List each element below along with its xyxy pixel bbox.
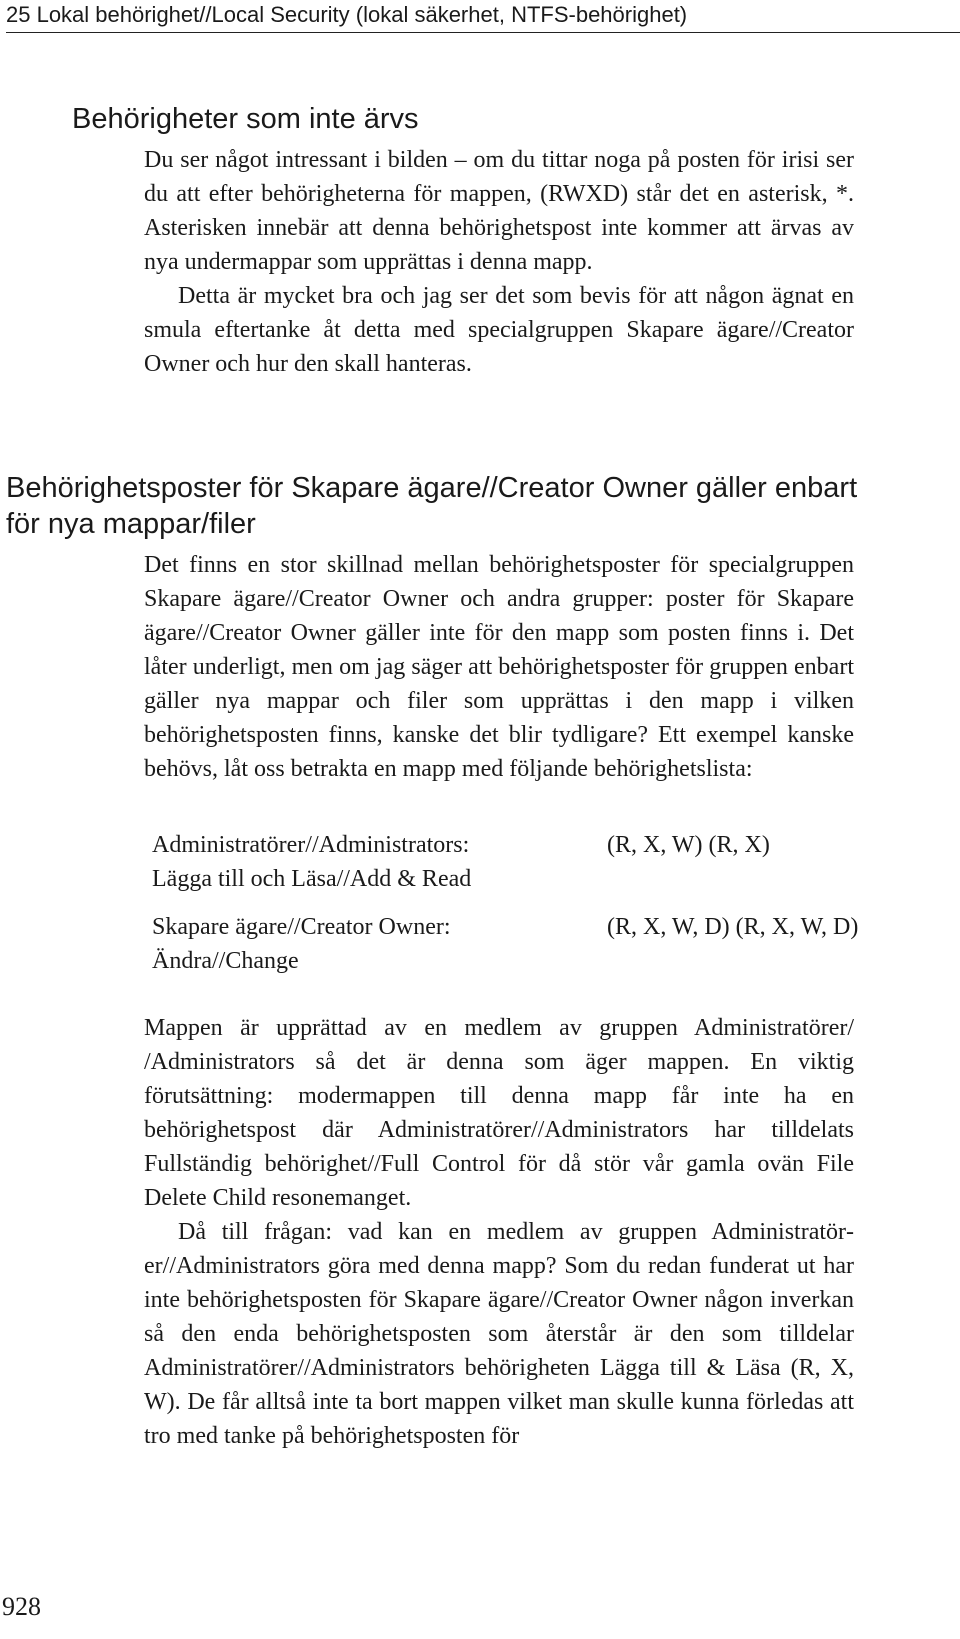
permission-level: Ändra//Change: [152, 948, 299, 974]
paragraph: Du ser något intressant i bilden – om du tittar noga på posten för irisi ser du att efter behörigheterna för mappen, (RWXD) står det en asterisk, *. Asterisken innebär att denna behörighetspost inte kommer att ärvas av nya undermappar som upprättas i denna mapp.: [144, 147, 854, 275]
page-number: 928: [2, 1592, 41, 1621]
paragraph: Då till frågan: vad kan en medlem av gruppen Administratörer//Administrators göra med denna mapp? Som du redan funderat ut har inte behörighetsposten för Skapare ägare//Creator Owner någon inverkan så den enda behörighetsposten som återstår är den som tilldelar Administratörer//Administrators behörigheten Lägga till & Läsa (R, X, W). De får alltså inte ta bort mappen vilket man skulle kunna förledas att tro med tanke på behörighetsposten för: [144, 1219, 854, 1449]
permission-rights: (R, X, W) (R, X): [607, 832, 770, 858]
running-head: 25 Lokal behörighet//Local Security (lokal säkerhet, NTFS-behörighet): [6, 2, 960, 33]
paragraph: Detta är mycket bra och jag ser det som bevis för att någon ägnat en smula eftertanke åt detta med specialgruppen Skapare ägare//Creator Owner och hur den skall hanteras.: [144, 283, 854, 377]
permission-group: Skapare ägare//Creator Owner:: [152, 914, 451, 940]
section2-intro: [144, 548, 854, 786]
permission-entry: [152, 910, 912, 980]
section2-body: [144, 1011, 854, 1453]
permission-group-cell: [152, 910, 582, 978]
section-heading-not-inherited: Behörigheter som inte ärvs: [72, 103, 419, 135]
paragraph: Mappen är upprättad av en medlem av gruppen Administratörer/ /Administrators så det är denna som äger mappen. En viktig förutsättning: modermappen till denna mapp får inte ha en behörighetspost där Administratörer//Administrators har tilldelats Fullständig behörighet//Full Control för då stör vår gamla ovän File Delete Child resonemanget.: [144, 1015, 854, 1211]
paragraph: Det finns en stor skillnad mellan behörighetsposter för specialgruppen Skapare ägare//Creator Owner och andra grupper: poster för Skapare ägare//Creator Owner gäller inte för den mapp som posten finns i. Det låter underligt, men om jag säger att behörighetsposter för gruppen enbart gäller nya mappar och filer som upprättas i den mapp i vilken behörighetsposten finns, kanske det blir tydligare? Ett exempel kanske behövs, låt oss betrakta en mapp med följande behörighetslista:: [144, 552, 854, 782]
permission-group: Administratörer//Administrators:: [152, 832, 470, 858]
permission-group-cell: [152, 828, 582, 896]
permission-level: Lägga till och Läsa//Add & Read: [152, 866, 472, 892]
permission-entry: [152, 828, 912, 898]
section-heading-creator-owner: Behörighetsposter för Skapare ägare//Creator Owner gäller enbart för nya mappar/filer: [6, 472, 858, 540]
permission-rights: (R, X, W, D) (R, X, W, D): [607, 914, 859, 940]
section1-body: [144, 143, 854, 381]
